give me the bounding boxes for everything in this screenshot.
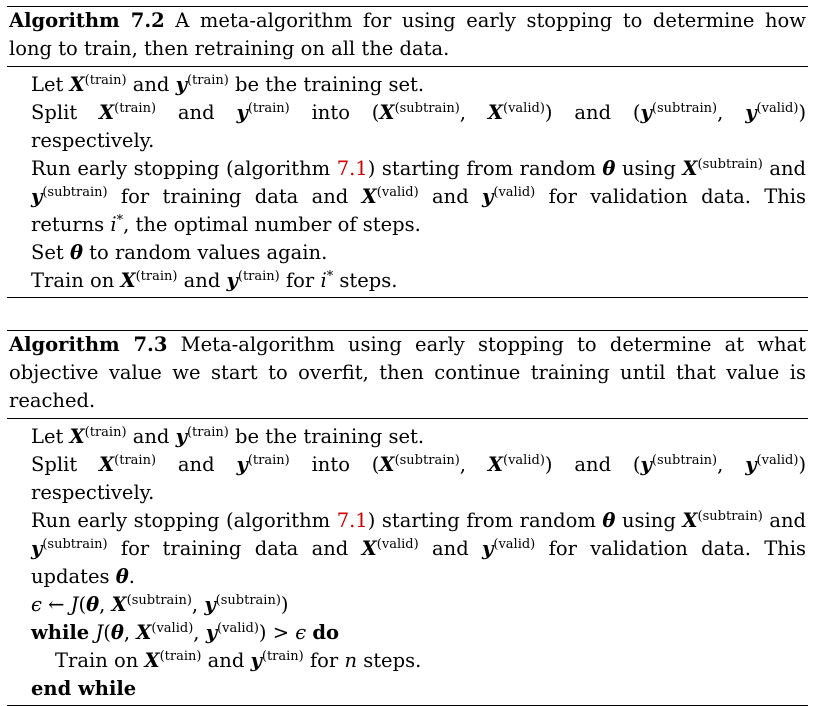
superscript: (subtrain): [697, 509, 763, 524]
step-2: Split $X^{(train)}$ and $y^{(train)}$ into ($X^{(subtrain)}$, $X^{(valid)}$) and ($y^{(subtrain)}$, $y^{(valid)}$): [31, 101, 807, 124]
superscript: (train): [159, 649, 202, 664]
symbol-y: y: [226, 269, 238, 292]
text: for training data and: [120, 185, 349, 208]
text: Split: [31, 101, 78, 124]
text: be the training set.: [235, 73, 425, 96]
text: ) starting from random: [367, 509, 596, 532]
superscript: (valid): [493, 185, 536, 200]
text: Split: [31, 453, 78, 476]
symbol-i: i: [110, 213, 117, 236]
symbol-greater-than: >: [272, 621, 290, 644]
symbol-x: X: [682, 509, 698, 532]
symbol-theta: θ: [115, 565, 129, 588]
epsilon-assignment: ϵ ← J(θ, $X^{(subtrain)}$, $y^{(subtrain)}$): [31, 593, 289, 616]
symbol-assign-arrow: ←: [48, 593, 65, 616]
superscript: (train): [84, 73, 127, 88]
algorithm-reference-link[interactable]: 7.1: [336, 509, 368, 532]
superscript: (valid): [493, 537, 536, 552]
text: Let: [31, 425, 64, 448]
symbol-x: X: [111, 593, 127, 616]
symbol-theta: θ: [602, 509, 616, 532]
text: into: [311, 101, 350, 124]
step-3: [31, 507, 806, 535]
symbol-x: X: [487, 453, 504, 476]
text: and: [183, 269, 221, 292]
caption-text: A meta-algorithm for using early stopping to determine how long to train, then retraining on all the data.: [9, 9, 806, 60]
superscript: (train): [247, 101, 290, 116]
superscript: (subtrain): [394, 101, 460, 116]
superscript: (subtrain): [126, 593, 192, 608]
text: ) starting from random: [367, 157, 596, 180]
text: and: [177, 101, 215, 124]
step-5: [31, 267, 806, 295]
superscript: (subtrain): [651, 453, 718, 468]
symbol-y: y: [250, 649, 262, 672]
symbol-x: X: [361, 537, 377, 560]
algorithm-body: [7, 419, 808, 705]
symbol-x: X: [99, 453, 115, 476]
bottom-rule: [7, 297, 808, 298]
text: Train on: [31, 269, 115, 292]
symbol-theta: θ: [69, 241, 83, 264]
superscript: (train): [261, 649, 304, 664]
text: into: [311, 453, 350, 476]
step-3: [31, 155, 806, 183]
text: Set: [31, 241, 64, 264]
symbol-y: y: [175, 425, 187, 448]
text: using: [621, 157, 676, 180]
text: for validation data. This: [548, 185, 807, 208]
step-3-cont: [31, 183, 806, 211]
superscript: (valid): [376, 185, 419, 200]
step-3-end: [31, 563, 806, 591]
step-1: [31, 71, 806, 99]
text: Train on: [55, 649, 139, 672]
algorithm-reference-link[interactable]: 7.1: [336, 157, 368, 180]
symbol-y: y: [31, 537, 43, 560]
algorithm-label: Algorithm 7.2: [9, 9, 165, 32]
superscript: (subtrain): [697, 157, 763, 172]
symbol-epsilon: ϵ: [31, 593, 42, 616]
symbol-i: i: [320, 269, 327, 292]
text: using: [621, 509, 676, 532]
superscript: *: [326, 269, 334, 284]
step-4: [31, 239, 806, 267]
step-2: Split $X^{(train)}$ and $y^{(train)}$ into ($X^{(subtrain)}$, $X^{(valid)}$) and ($y^{(subtrain)}$, $y^{(valid)}$): [31, 453, 807, 476]
text: steps.: [363, 649, 422, 672]
text: and: [432, 185, 469, 208]
text: , the optimal number of steps.: [123, 213, 421, 236]
step-2-cont: [31, 127, 806, 155]
text: and: [574, 101, 612, 124]
superscript: (subtrain): [42, 537, 108, 552]
text: and: [574, 453, 612, 476]
algorithm-label: Algorithm 7.3: [9, 333, 168, 356]
superscript: (subtrain): [215, 593, 281, 608]
symbol-y: y: [204, 593, 216, 616]
algorithm-caption: [7, 7, 808, 63]
superscript: (valid): [503, 101, 545, 116]
algorithm-body: [7, 67, 808, 297]
step-3-end: [31, 211, 806, 239]
symbol-y: y: [236, 453, 248, 476]
superscript: (train): [247, 453, 290, 468]
superscript: (valid): [756, 101, 799, 116]
symbol-epsilon: ϵ: [295, 621, 307, 644]
text: and: [769, 157, 806, 180]
text: Let: [31, 73, 64, 96]
text: to random values again.: [89, 241, 328, 264]
superscript: (train): [186, 425, 229, 440]
symbol-j: J: [95, 621, 104, 644]
superscript: (train): [186, 73, 229, 88]
symbol-x: X: [361, 185, 377, 208]
symbol-x: X: [487, 101, 504, 124]
text: for validation data. This: [548, 537, 807, 560]
superscript: (valid): [503, 453, 545, 468]
end-while-line: [31, 675, 806, 703]
superscript: (valid): [217, 621, 259, 636]
text: steps.: [339, 269, 398, 292]
symbol-x: X: [136, 621, 152, 644]
symbol-x: X: [379, 453, 395, 476]
symbol-theta: θ: [602, 157, 616, 180]
algorithm-7-3: [7, 330, 808, 706]
symbol-j: J: [70, 593, 79, 616]
text: respectively.: [31, 481, 155, 504]
while-body: [31, 647, 806, 675]
text: and: [769, 509, 806, 532]
superscript: (subtrain): [651, 101, 718, 116]
do-keyword: do: [312, 621, 340, 644]
text: and: [432, 537, 469, 560]
superscript: (train): [135, 269, 178, 284]
text: and: [177, 453, 215, 476]
text: and: [132, 73, 170, 96]
superscript: (subtrain): [42, 185, 108, 200]
symbol-x: X: [379, 101, 395, 124]
superscript: (valid): [376, 537, 419, 552]
symbol-y: y: [236, 101, 248, 124]
symbol-x: X: [120, 269, 136, 292]
superscript: (train): [114, 101, 157, 116]
text: respectively.: [31, 129, 155, 152]
symbol-x: X: [99, 101, 115, 124]
step-3-cont: [31, 535, 806, 563]
superscript: (valid): [756, 453, 799, 468]
symbol-x: X: [69, 73, 85, 96]
symbol-n: n: [344, 649, 358, 672]
symbol-x: X: [144, 649, 160, 672]
symbol-y: y: [482, 185, 494, 208]
text: updates: [31, 565, 110, 588]
text: Run early stopping (algorithm: [31, 157, 331, 180]
text: Run early stopping (algorithm: [31, 509, 331, 532]
algorithm-7-2: [7, 6, 808, 298]
text: for: [309, 649, 339, 672]
text: for training data and: [120, 537, 349, 560]
caption-text: Meta-algorithm using early stopping to determine at what objective value we start to overfit, then continue training until that value is reached.: [9, 333, 806, 412]
text: and: [207, 649, 245, 672]
symbol-theta: θ: [86, 593, 100, 616]
symbol-y: y: [640, 453, 652, 476]
text: for: [285, 269, 315, 292]
superscript: (train): [237, 269, 280, 284]
symbol-theta: θ: [110, 621, 124, 644]
text: and: [132, 425, 170, 448]
superscript: (valid): [151, 621, 194, 636]
while-keyword: while: [31, 621, 90, 644]
symbol-y: y: [205, 621, 218, 644]
superscript: (subtrain): [394, 453, 460, 468]
symbol-x: X: [682, 157, 698, 180]
symbol-y: y: [745, 101, 757, 124]
symbol-y: y: [640, 101, 652, 124]
text: returns: [31, 213, 105, 236]
while-line: while J(θ, $X^{(valid)}$, $y^{(valid)}) > \epsilon$ do: [31, 621, 340, 644]
symbol-y: y: [175, 73, 187, 96]
end-while-keyword: end while: [31, 677, 137, 700]
symbol-y: y: [31, 185, 43, 208]
step-1: [31, 423, 806, 451]
superscript: (train): [84, 425, 127, 440]
symbol-y: y: [745, 453, 757, 476]
superscript: (train): [114, 453, 157, 468]
symbol-x: X: [69, 425, 85, 448]
algorithm-caption: [7, 331, 808, 415]
symbol-y: y: [482, 537, 494, 560]
text: .: [128, 565, 135, 588]
superscript: *: [116, 213, 124, 228]
step-2-cont: [31, 479, 806, 507]
text: be the training set.: [235, 425, 425, 448]
